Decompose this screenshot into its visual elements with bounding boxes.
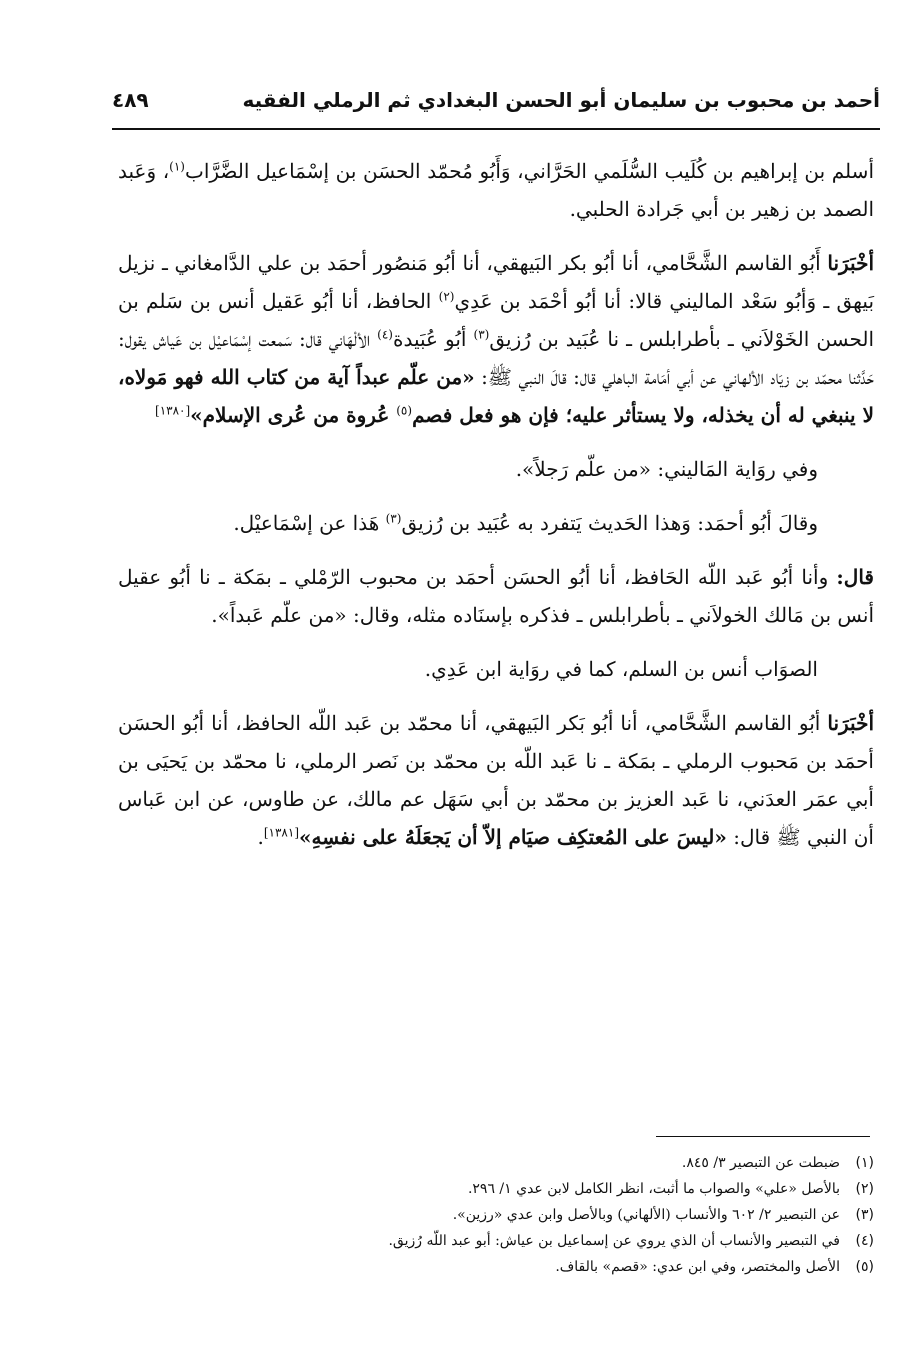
footnote-4: (٤)في التبصير والأنساب أن الذي يروي عن إسماعيل بن عياش: أبو عبد اللّه رُزيق. [388, 1233, 874, 1249]
hadith-text: «من علّم عبداً آية من كتاب الله فهو مَولاه، لا ينبغي له أن يخذله، ولا يستأثر عليه؛ فإن هو فعل فصم [118, 365, 874, 427]
footnote-ref: (١) [169, 159, 185, 174]
paragraph-3: وفي روَاية المَاليني: «من علّم رَجلاً». [515, 457, 818, 481]
header-rule [112, 128, 880, 130]
footnote-5: (٥)الأصل والمختصر، وفي ابن عدي: «قصم» بالقاف. [555, 1259, 874, 1275]
footnote-ref: (٥) [396, 403, 413, 418]
hadith-text: «ليسَ على المُعتكِف صيَام إلاّ أن يَجعَلَهُ على نفسِهِ» [299, 825, 727, 849]
footnote-3: (٣)عن التبصير ٢/ ٦٠٢ والأنساب (الألهاني) وبالأصل وابن عدي «رزين». [452, 1207, 874, 1223]
main-text [118, 152, 874, 872]
footnote-ref: (٣) [385, 511, 402, 526]
running-header [112, 88, 880, 128]
footnote-2: (٢)بالأصل «علي» والصواب ما أثبت، انظر الكامل لابن عدي ١/ ٢٩٦. [467, 1181, 874, 1197]
footnote-1: (١)ضبطت عن التبصير ٣/ ٨٤٥. [681, 1155, 874, 1171]
paragraph-6: الصوَاب أنس بن السلم، كما في روَاية ابن عَدِي. [424, 657, 818, 681]
paragraph-5: قال: وأنا أبُو عَبد اللّه الحَافظ، أنا أبُو الحسَن أحمَد بن محبوب الرّمْلي ـ بمَكة ـ نا أبُو عقيل أنس بن مَالك الخولاَني ـ بأطرابلس ـ فذكره بإسنَاده مثله، وقال: «من علّم عَبداً». [118, 565, 874, 627]
footnote-ref: (٢) [438, 289, 455, 304]
page-number: ٤٨٩ [112, 88, 149, 112]
footnote-ref: (٣) [473, 327, 490, 342]
paragraph-1: أسلم بن إبراهيم بن كُلَيب السُّلَمي الحَرَّاني، وَأَبُو مُحمّد الحسَن بن إسْمَاعيل الضَّرَّاب$^{(١)}$، وَعَبد الصمد بن زهير بن أبي جَرادة الحلبي. [118, 159, 874, 221]
footnotes [150, 1150, 874, 1280]
paragraph-4: وقالَ أبُو أحمَد: وَهذا الحَديث يَتفرد به عُبَيد بن رُزيق$^{(٣)}$ هَذا عن إسْمَاعيْل. [233, 511, 818, 535]
hadith-number: [١٣٨٠] [155, 403, 191, 418]
hadith-text: عُروة من عُرى الإسلام» [190, 403, 397, 427]
footnote-separator [656, 1136, 870, 1137]
isnad-lead: أخْبَرَنا [827, 711, 874, 735]
hadith-number: [١٣٨١] [263, 825, 299, 840]
paragraph-2: أخْبَرَنا أَبُو القاسم الشَّحَّامي، أنا أبُو بكر البَيهقي، أنا أبُو مَنصُور أحمَد بن علي الدَّامغاني ـ نزيل بَيهق ـ وَأبُو سَعْد الماليني قالا: أنا أبُو أحْمَد بن عَدِي$^{(٢)}$ الحافظ، أنا أبُو عَقيل أنس بن سَلم بن الحسن الخَوْلاَني ـ بأطرابلس ـ نا عُبَيد بن رُزيق$^{(٣)}$ أبُو عُبَيدة$^{(٤)}$ الألْهَاني قال: سَمعت إسْمَاعيْل بن عَياش يقول: حَدَّثنا محمّد بن زيَاد الألهاني عن أبي أمَامة الباهلي قال: قالَ النبي ﷺ: «من علّم عبداً آية من كتاب الله فهو مَولاه، لا ينبغي له أن يخذله، ولا يستأثر عليه؛ فإن هو فعل فصم$^{(٥)}$ عُروة من عُرى الإسلام»[١٣٨٠] [118, 251, 875, 427]
header-title: أحمد بن محبوب بن سليمان أبو الحسن البغدادي ثم الرملي الفقيه [242, 88, 880, 112]
isnad-lead: قال: [836, 565, 874, 589]
isnad-lead: أخْبَرَنا [827, 251, 874, 275]
paragraph-7: أخْبَرَنا أبُو القاسم الشَّحَّامي، أنا أبُو بَكر البَيهقي، أنا محمّد بن عَبد اللّه الحافظ، أنا أبُو الحسَن أحمَد بن مَحبوب الرملي ـ بمَكة ـ نا عَبد اللّه بن محمّد بن نَصر الرملي، نا محمّد بن يَحيَى بن أبي عمَر العدَني، نا عَبد العزيز بن محمّد بن أبي سَهَل عم مالك، عن طاوس، عن ابن عَباس أن النبي ﷺ قال: «ليسَ على المُعتكِف صيَام إلاّ أن يَجعَلَهُ على نفسِهِ»[١٣٨١]. [118, 711, 874, 849]
footnote-ref: (٤) [377, 327, 393, 342]
